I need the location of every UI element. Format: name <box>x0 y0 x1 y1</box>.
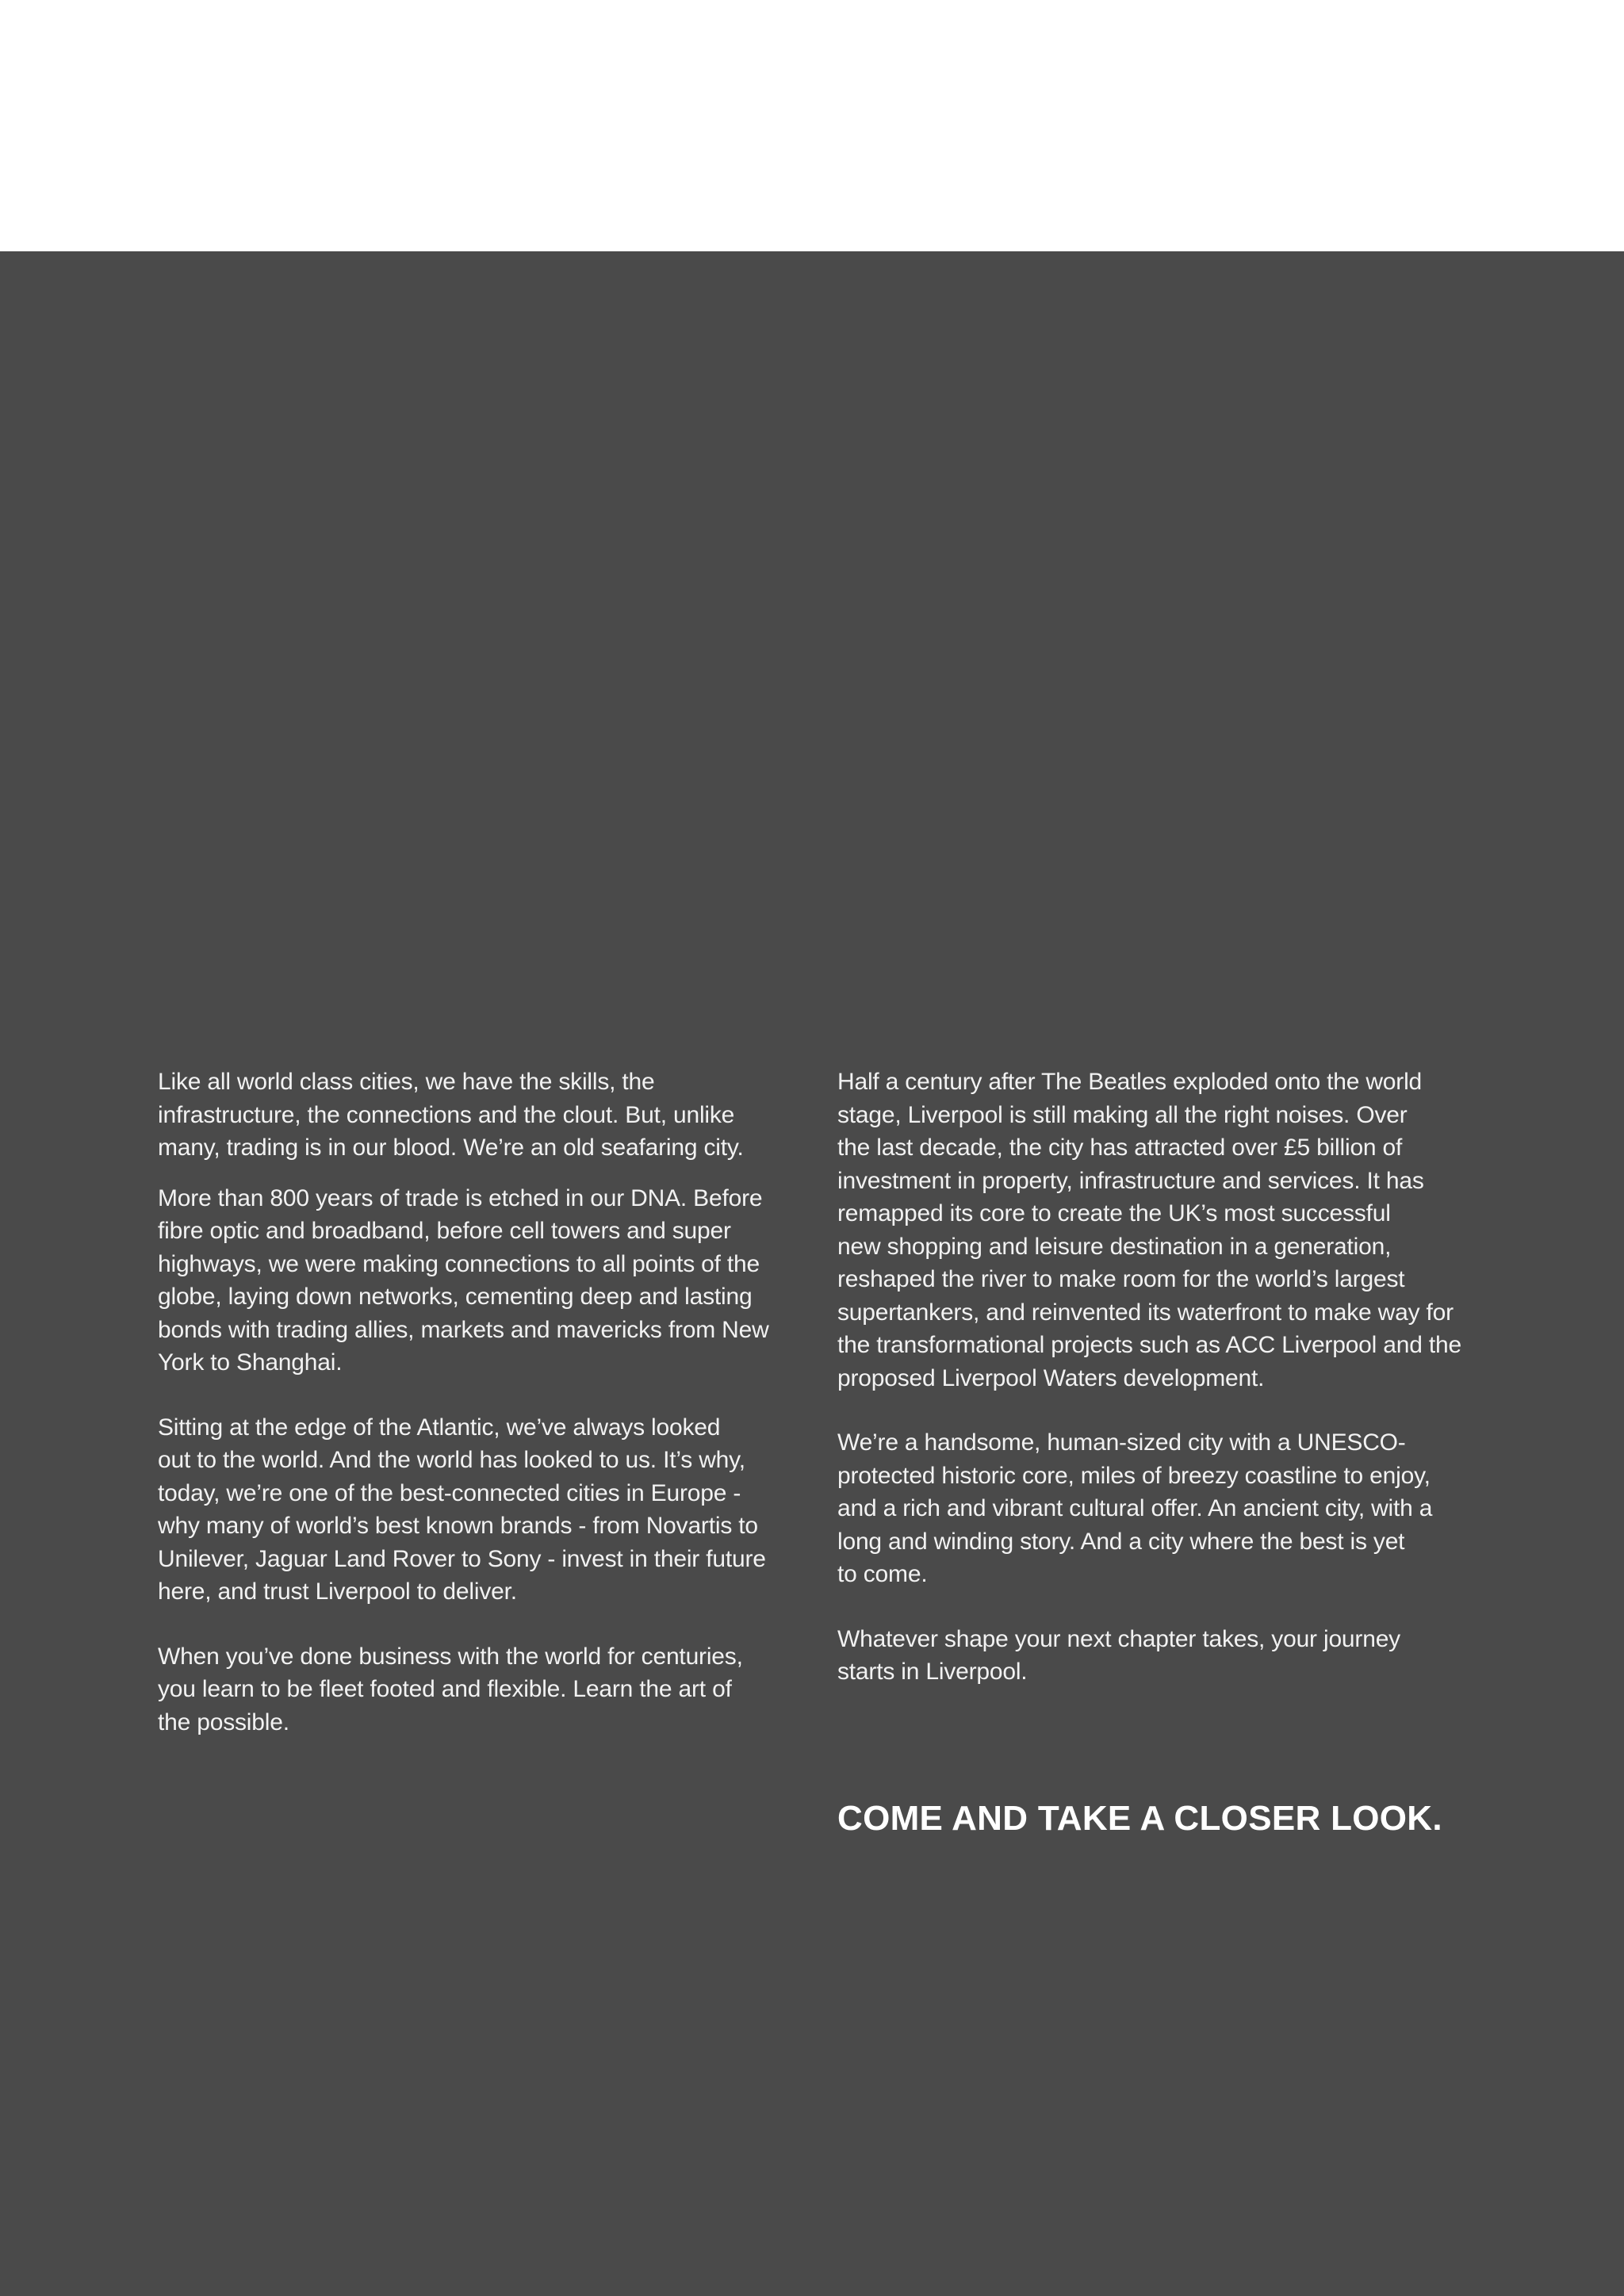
right-paragraph-3: Whatever shape your next chapter takes, your journey starts in Liverpool. <box>837 1625 1400 1685</box>
left-paragraph-4: When you’ve done business with the world for centuries, you learn to be fleet footed and flexible. Learn the art of the possible. <box>158 1643 743 1735</box>
right-text-column <box>837 1066 1488 1689</box>
call-to-action-heading: COME AND TAKE A CLOSER LOOK. <box>837 1799 1442 1838</box>
left-paragraph-1: Like all world class cities, we have the skills, the infrastructure, the connections and the clout. But, unlike many, trading is in our blood. We’re an old seafaring city. <box>158 1069 744 1161</box>
left-text-column <box>158 1066 792 1739</box>
left-paragraph-2: More than 800 years of trade is etched in our DNA. Before fibre optic and broadband, before cell towers and super highways, we were making connections to all points of the globe, laying down networks, cementing deep and lasting bonds with trading allies, markets and mavericks from New York to Shanghai. <box>158 1184 769 1376</box>
right-paragraph-2: We’re a handsome, human-sized city with a UNESCO- protected historic core, miles of breezy coastline to enjoy, and a rich and vibrant cultural offer. An ancient city, with a long and winding story. And a city where the best is yet to come. <box>837 1429 1433 1587</box>
left-paragraph-3: Sitting at the edge of the Atlantic, we’ve always looked out to the world. And the world has looked to us. It’s why, today, we’re one of the best-connected cities in Europe - why many of world’s best known brands - from Novartis to Unilever, Jaguar Land Rover to Sony - invest in their future here, and trust Liverpool to deliver. <box>158 1414 766 1605</box>
top-white-band <box>0 0 1624 251</box>
right-paragraph-1: Half a century after The Beatles exploded onto the world stage, Liverpool is still making all the right noises. Over the last decade, the city has attracted over £5 billion of investment in property, infrastructure and services. It has remapped its core to create the UK’s most successful new shopping and leisure destination in a generation, reshaped the river to make room for the world’s largest supertankers, and reinvented its waterfront to make way for the transformational projects such as ACC Liverpool and the proposed Liverpool Waters development. <box>837 1069 1461 1391</box>
